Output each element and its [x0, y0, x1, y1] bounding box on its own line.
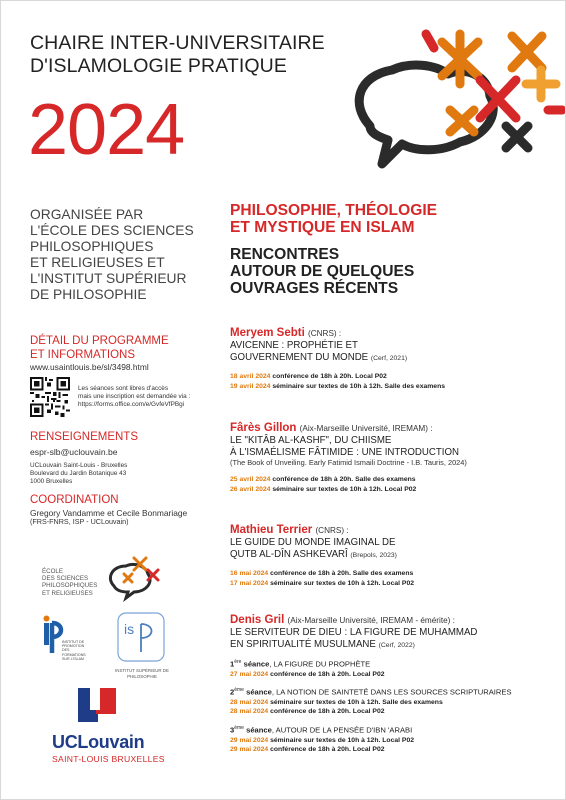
address-line: UCLouvain Saint-Louis - Bruxelles — [30, 462, 128, 469]
coordinator-affiliation: (FRS-FNRS, ISP - UCLouvain) — [30, 517, 129, 526]
esp-text-line: PHILOSOPHIQUES — [42, 582, 98, 590]
session-info: séminaire sur textes de 10h à 12h. Local P02 — [270, 736, 415, 744]
date-row — [230, 670, 550, 680]
date-row — [230, 698, 550, 708]
address — [30, 462, 230, 486]
date-row — [230, 579, 550, 589]
organizers — [30, 207, 194, 303]
coordination-heading: COORDINATION — [30, 494, 119, 506]
book-title-line: À L'ISMAÉLISME FÂTIMIDE : UNE INTRODUCTION — [230, 446, 459, 458]
poster-title — [30, 32, 325, 78]
esp-logo-text — [42, 568, 117, 597]
session-info: séminaire sur textes de 10h à 12h. Local P02 — [272, 485, 417, 493]
organizer-line: DE PHILOSOPHIE — [30, 287, 147, 302]
date: 28 mai 2024 — [230, 698, 269, 706]
theme-title-line: ET MYSTIQUE EN ISLAM — [230, 218, 415, 236]
speaker-name: Meryem Sebti — [230, 327, 305, 339]
organizer-line: L'INSTITUT SUPÉRIEUR — [30, 271, 187, 286]
seance-label: séance — [246, 687, 272, 697]
speaker-name-line — [230, 422, 550, 435]
esp-text-line: DES SCIENCES — [42, 575, 89, 583]
organizer-line: L'ÉCOLE DES SCIENCES — [30, 223, 194, 238]
organizer-line: ORGANISÉE PAR — [30, 207, 144, 222]
seance-label: séance — [246, 725, 272, 735]
seance-topic: , LA FIGURE DU PROPHÈTE — [269, 659, 371, 669]
speaker-name-line — [230, 524, 550, 537]
seance-ordinal: ème — [234, 725, 244, 732]
seance-title — [230, 657, 550, 670]
coordinator-names: Gregory Vandamme et Cecile Bonmariage — [30, 508, 188, 518]
book-title — [230, 627, 550, 651]
session-info: conférence de 18h à 20h. Salle des examens — [272, 476, 416, 484]
speaker-name: Mathieu Terrier — [230, 524, 313, 536]
seance-ordinal: ème — [234, 687, 244, 694]
speaker-name: Fârès Gillon — [230, 422, 297, 434]
date-row — [230, 569, 550, 579]
date: 19 avril 2024 — [230, 382, 271, 390]
year: 2024 — [28, 90, 185, 170]
program-url[interactable]: www.usaintlouis.be/sl/3498.html — [30, 362, 149, 372]
speaker-block — [230, 614, 550, 755]
theme-subtitle-line: AUTOUR DE QUELQUES — [230, 263, 415, 280]
seance-title — [230, 723, 550, 736]
book-publisher: (Cerf, 2022) — [378, 641, 415, 649]
seance-title — [230, 685, 550, 698]
session-info: conférence de 18h à 20h. Local P02 — [270, 708, 385, 716]
date-row — [230, 736, 550, 746]
isp-text-line: INSTITUT SUPÉRIEUR DE — [115, 668, 169, 673]
speaker-affiliation: (Aix-Marseille Université, IREMAM) : — [299, 424, 433, 433]
address-line: 1000 Bruxelles — [30, 478, 73, 485]
title-line-1: CHAIRE INTER-UNIVERSITAIRE — [30, 32, 325, 54]
book-title-line: GOUVERNEMENT DU MONDE — [230, 351, 369, 363]
registration-note — [78, 385, 253, 409]
program-heading-line: ET INFORMATIONS — [30, 348, 135, 361]
book-title-line: LE "KITÂB AL-KASHF", DU CHIISME — [230, 435, 392, 446]
book-title — [230, 340, 550, 364]
seance-ordinal: ère — [234, 659, 242, 666]
session-info: conférence de 18h à 20h. Local P02 — [270, 670, 385, 678]
session-info: séminaire sur textes de 10h à 12h. Salle des examens — [270, 698, 443, 706]
program-heading-line: DÉTAIL DU PROGRAMME — [30, 335, 169, 347]
session-info: séminaire sur textes de 10h à 12h. Salle des examens — [272, 382, 446, 390]
seance-topic: , AUTOUR DE LA PENSÉE D'IBN 'ARABI — [271, 725, 413, 735]
book-title-line: LE GUIDE DU MONDE IMAGINAL DE — [230, 537, 396, 548]
speaker-block — [230, 422, 550, 494]
esp-text-line: ÉCOLE — [42, 568, 63, 575]
book-title-line: LE SERVITEUR DE DIEU : LA FIGURE DE MUHAMMAD — [230, 627, 478, 638]
seance-number: 3 — [230, 725, 235, 735]
registration-link[interactable]: https://forms.office.com/e/GvfeVfPBgi — [78, 401, 185, 408]
date: 28 mai 2024 — [230, 708, 269, 716]
speaker-affiliation: (CNRS) : — [307, 329, 342, 338]
book-detail: (The Book of Unveiling. Early Fatimid Ismaili Doctrine - I.B. Tauris, 2024) — [230, 458, 467, 468]
date-row — [230, 745, 550, 755]
speech-bubble-stars-logo — [330, 14, 565, 194]
session-info: conférence de 18h à 20h. Local P02 — [270, 746, 385, 754]
book-title — [230, 435, 550, 458]
date-list — [230, 698, 550, 717]
date-row — [230, 707, 550, 717]
speaker-name: Denis Gril — [230, 614, 285, 626]
date: 29 mai 2024 — [230, 736, 269, 744]
info-heading: RENSEIGNEMENTS — [30, 431, 138, 443]
date: 27 mai 2024 — [230, 670, 269, 678]
theme-subtitle-line: OUVRAGES RÉCENTS — [230, 280, 399, 297]
esp-text-line: ET RELIGIEUSES — [42, 589, 93, 597]
organizer-line: ET RELIGIEUSES ET — [30, 255, 165, 270]
date-list — [230, 569, 550, 588]
speaker-block — [230, 327, 550, 391]
note-line: mais une inscription est demandée via : — [78, 393, 191, 400]
seance-number: 2 — [230, 687, 235, 697]
speaker-name-line — [230, 614, 550, 627]
seance-number: 1 — [230, 659, 235, 669]
book-publisher: (Brepols, 2023) — [350, 551, 397, 559]
book-title-line: QUTB AL-DÎN ASHKEVARÎ — [230, 548, 348, 560]
ipf-text-line: DES FORMATIONS — [62, 648, 86, 657]
uclouvain-subtitle: SAINT-LOUIS BRUXELLES — [52, 754, 165, 764]
contact-email[interactable]: espr-slb@uclouvain.be — [30, 447, 118, 457]
date: 18 avril 2024 — [230, 373, 271, 381]
date-list — [230, 670, 550, 680]
address-line: Boulevard du Jardin Botanique 43 — [30, 470, 127, 477]
isp-logo-icon — [117, 612, 165, 662]
organizer-line: PHILOSOPHIQUES — [30, 239, 154, 254]
theme-subtitle-line: RENCONTRES — [230, 246, 340, 263]
note-line: Les séances sont libres d'accès — [78, 385, 169, 392]
seance-label: séance — [243, 659, 270, 669]
program-heading — [30, 335, 169, 362]
ipf-text-line: INSTITUT DE PROMOTION — [62, 640, 85, 649]
title-line-2: D'ISLAMOLOGIE PRATIQUE — [30, 55, 287, 77]
date-row — [230, 382, 550, 392]
date-list — [230, 736, 550, 755]
book-publisher: (Cerf, 2021) — [370, 354, 408, 362]
ipf-text-line: SUR L'ISLAM — [62, 656, 85, 661]
book-title — [230, 537, 550, 561]
ipf-logo-text — [62, 640, 92, 661]
date-row — [230, 372, 550, 382]
date: 17 mai 2024 — [230, 579, 269, 587]
date: 29 mai 2024 — [230, 746, 269, 754]
book-title-line: AVICENNE : PROPHÉTIE ET — [230, 340, 358, 351]
date: 25 avril 2024 — [230, 476, 271, 484]
uclouvain-name: UCLouvain — [52, 732, 145, 752]
date: 16 mai 2024 — [230, 570, 269, 578]
speaker-affiliation: (CNRS) : — [315, 526, 349, 535]
session-info: séminaire sur textes de 10h à 12h. Local P02 — [270, 579, 415, 587]
speaker-block — [230, 524, 550, 588]
date: 26 avril 2024 — [230, 485, 271, 493]
date-list — [230, 372, 550, 391]
theme-title-line: PHILOSOPHIE, THÉOLOGIE — [230, 202, 438, 219]
date-row — [230, 485, 550, 495]
qr-code-icon[interactable] — [30, 377, 70, 417]
seance-topic: , LA NOTION DE SAINTETÉ DANS LES SOURCES SCRIPTURAIRES — [271, 687, 512, 697]
session-info: conférence de 18h à 20h. Local P02 — [272, 373, 387, 381]
session-info: conférence de 18h à 20h. Salle des examens — [270, 570, 414, 578]
date-row — [230, 475, 550, 485]
speaker-name-line — [230, 327, 550, 340]
book-title-line: EN SPIRITUALITÉ MUSULMANE — [230, 638, 376, 650]
isp-logo-text — [107, 668, 177, 679]
isp-text-line: PHILOSOPHIE — [127, 673, 157, 679]
uclouvain-logo-icon — [78, 688, 116, 728]
svg-text:is: is — [124, 621, 135, 637]
date-list — [230, 475, 550, 494]
coordination-names — [30, 508, 240, 526]
theme-subtitle — [230, 246, 414, 297]
speaker-affiliation: (Aix-Marseille Université, IREMAM - émérite) : — [287, 616, 455, 625]
theme-title — [230, 203, 437, 236]
